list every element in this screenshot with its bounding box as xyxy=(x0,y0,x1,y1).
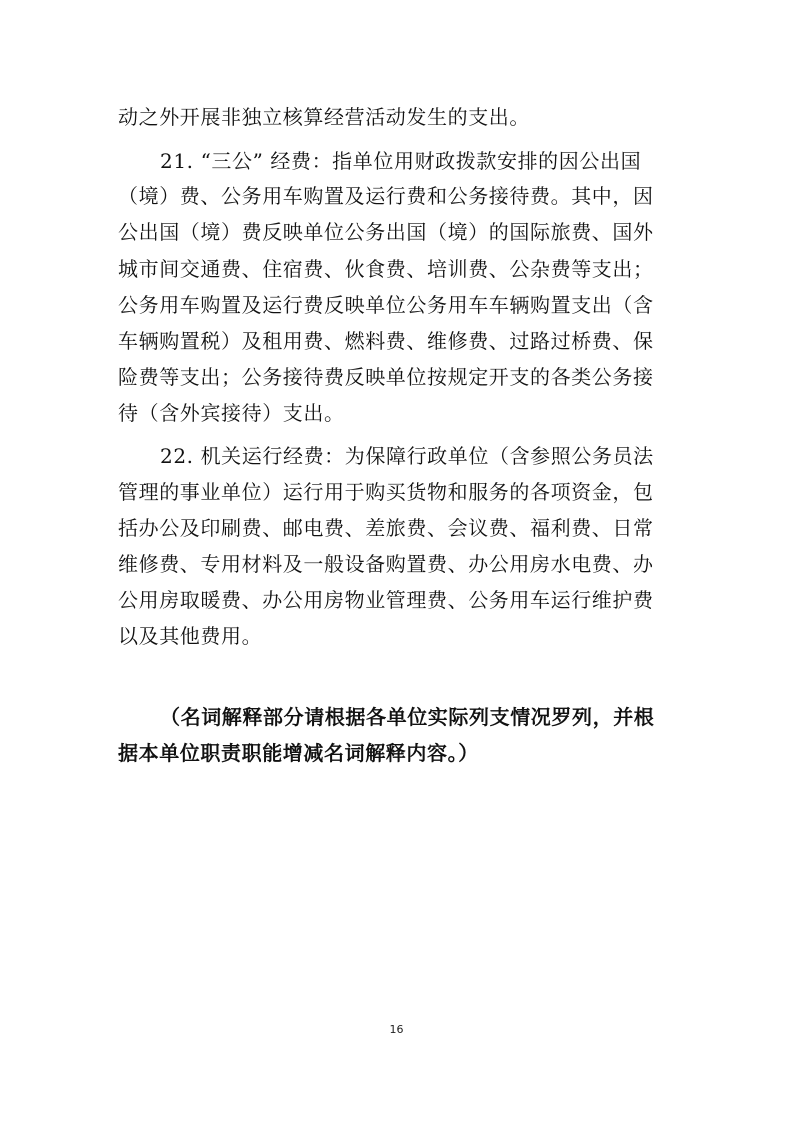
text-line: 车辆购置税）及租用费、燃料费、维修费、过路过桥费、保 xyxy=(118,329,654,353)
definition-22-heading-line: 22. 机关运行经费：为保障行政单位（含参照公务员法 xyxy=(160,444,654,468)
note-line: （名词解释部分请根据各单位实际列支情况罗列，并根 xyxy=(160,705,655,729)
text-line: 动之外开展非独立核算经营活动发生的支出。 xyxy=(118,105,530,129)
text-line: 公用房取暖费、办公用房物业管理费、公务用车运行维护费 xyxy=(118,588,654,612)
definition-21-heading-line: 21. “三公” 经费：指单位用财政拨款安排的因公出国 xyxy=(160,149,642,173)
text-line: 公出国（境）费反映单位公务出国（境）的国际旅费、国外 xyxy=(118,220,654,244)
page-number: 16 xyxy=(389,1023,404,1036)
text-line: 维修费、专用材料及一般设备购置费、办公用房水电费、办 xyxy=(118,552,654,576)
note-line: 据本单位职责职能增减名词解释内容。） xyxy=(118,741,479,765)
text-line: 待（含外宾接待）支出。 xyxy=(118,401,345,425)
text-line: 括办公及印刷费、邮电费、差旅费、会议费、福利费、日常 xyxy=(118,516,654,540)
text-line: 以及其他费用。 xyxy=(118,624,263,648)
text-line: 险费等支出；公务接待费反映单位按规定开支的各类公务接 xyxy=(118,365,654,389)
text-line: 城市间交通费、住宿费、伙食费、培训费、公杂费等支出； xyxy=(118,257,654,281)
text-line: 公务用车购置及运行费反映单位公务用车车辆购置支出（含 xyxy=(118,293,654,317)
text-line: 管理的事业单位）运行用于购买货物和服务的各项资金，包 xyxy=(118,480,654,504)
text-line: （境）费、公务用车购置及运行费和公务接待费。其中，因 xyxy=(118,184,654,208)
